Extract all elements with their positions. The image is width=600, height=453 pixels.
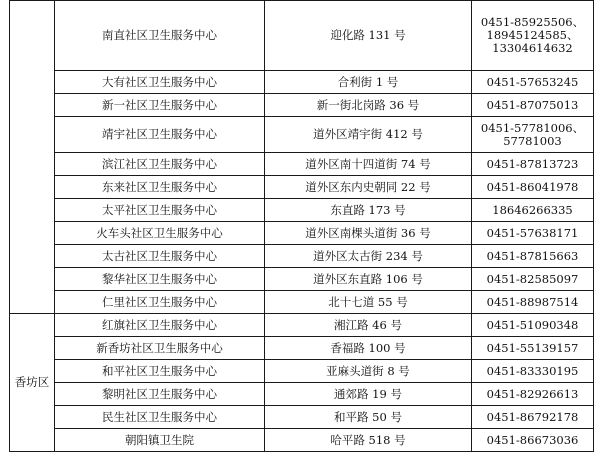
phone-number: 18646266335 bbox=[492, 202, 573, 217]
clinic-phone-cell bbox=[472, 406, 594, 429]
table-row bbox=[10, 1, 594, 71]
clinic-phone-cell bbox=[472, 360, 594, 383]
phone-number: 0451-86673036 bbox=[486, 432, 579, 447]
phone-number: 0451-87075013 bbox=[486, 97, 579, 112]
clinic-address-cell: 道外区靖宇街 412 号 bbox=[265, 117, 472, 153]
clinic-directory-table bbox=[9, 0, 594, 452]
clinic-address-cell: 道外区南十四道街 74 号 bbox=[265, 153, 472, 176]
phone-number: 0451-85925506、 bbox=[480, 15, 585, 29]
clinic-address-cell: 湘江路 46 号 bbox=[265, 314, 472, 337]
clinic-name-cell: 新香坊社区卫生服务中心 bbox=[55, 337, 265, 360]
phone-number: 0451-86041978 bbox=[486, 179, 579, 194]
table-row bbox=[10, 176, 594, 199]
phone-number: 0451-57653245 bbox=[486, 74, 579, 89]
table-row bbox=[10, 94, 594, 117]
clinic-name-cell: 仁里社区卫生服务中心 bbox=[55, 291, 265, 314]
district-cell: 香坊区 bbox=[10, 314, 55, 452]
clinic-phone-cell bbox=[472, 222, 594, 245]
clinic-name-cell: 红旗社区卫生服务中心 bbox=[55, 314, 265, 337]
clinic-name-cell: 大有社区卫生服务中心 bbox=[55, 71, 265, 94]
table-row bbox=[10, 406, 594, 429]
clinic-address-cell: 和平路 50 号 bbox=[265, 406, 472, 429]
table-row bbox=[10, 429, 594, 452]
phone-number: 0451-51090348 bbox=[486, 317, 579, 332]
phone-number: 0451-86792178 bbox=[486, 409, 579, 424]
clinic-name-cell: 东来社区卫生服务中心 bbox=[55, 176, 265, 199]
clinic-phone-cell bbox=[472, 117, 594, 153]
clinic-phone-cell bbox=[472, 429, 594, 452]
clinic-address-cell: 哈平路 518 号 bbox=[265, 429, 472, 452]
phone-number: 0451-87815663 bbox=[486, 248, 579, 263]
clinic-phone-cell bbox=[472, 153, 594, 176]
phone-number: 0451-87813723 bbox=[486, 156, 579, 171]
clinic-name-cell: 靖宇社区卫生服务中心 bbox=[55, 117, 265, 153]
clinic-name-cell: 民生社区卫生服务中心 bbox=[55, 406, 265, 429]
table-row bbox=[10, 337, 594, 360]
clinic-phone-cell bbox=[472, 71, 594, 94]
clinic-address-cell: 道外区东直路 106 号 bbox=[265, 268, 472, 291]
clinic-address-cell: 东直路 173 号 bbox=[265, 199, 472, 222]
table-row bbox=[10, 117, 594, 153]
phone-number: 0451-55139157 bbox=[486, 340, 579, 355]
clinic-address-cell: 合利街 1 号 bbox=[265, 71, 472, 94]
phone-number: 0451-88987514 bbox=[486, 294, 579, 309]
clinic-address-cell: 新一街北岗路 36 号 bbox=[265, 94, 472, 117]
clinic-phone-cell bbox=[472, 176, 594, 199]
phone-number: 0451-82926613 bbox=[486, 386, 579, 401]
table-row bbox=[10, 222, 594, 245]
clinic-name-cell: 朝阳镇卫生院 bbox=[55, 429, 265, 452]
clinic-address-cell: 道外区太古街 234 号 bbox=[265, 245, 472, 268]
clinic-address-cell: 北十七道 55 号 bbox=[265, 291, 472, 314]
clinic-phone-cell bbox=[472, 199, 594, 222]
clinic-address-cell: 通郊路 19 号 bbox=[265, 383, 472, 406]
clinic-address-cell: 迎化路 131 号 bbox=[265, 1, 472, 71]
phone-number: 0451-83330195 bbox=[486, 363, 579, 378]
table-row bbox=[10, 199, 594, 222]
table-row bbox=[10, 360, 594, 383]
clinic-phone-cell bbox=[472, 383, 594, 406]
clinic-name-cell: 黎华社区卫生服务中心 bbox=[55, 268, 265, 291]
clinic-address-cell: 香福路 100 号 bbox=[265, 337, 472, 360]
clinic-phone-cell bbox=[472, 94, 594, 117]
table-body bbox=[10, 1, 594, 452]
clinic-address-cell: 道外区南棵头道街 36 号 bbox=[265, 222, 472, 245]
clinic-name-cell: 火车头社区卫生服务中心 bbox=[55, 222, 265, 245]
clinic-name-cell: 黎明社区卫生服务中心 bbox=[55, 383, 265, 406]
clinic-name-cell: 和平社区卫生服务中心 bbox=[55, 360, 265, 383]
clinic-address-cell: 道外区东内史朝同 22 号 bbox=[265, 176, 472, 199]
table-row bbox=[10, 71, 594, 94]
table-row bbox=[10, 153, 594, 176]
clinic-name-cell: 太古社区卫生服务中心 bbox=[55, 245, 265, 268]
phone-number: 57781003 bbox=[503, 133, 562, 148]
district-cell bbox=[10, 1, 55, 314]
phone-number: 0451-57781006、 bbox=[480, 120, 585, 135]
clinic-name-cell: 滨江社区卫生服务中心 bbox=[55, 153, 265, 176]
phone-number: 13304614632 bbox=[492, 41, 573, 55]
phone-number: 0451-82585097 bbox=[486, 271, 579, 286]
clinic-phone-cell bbox=[472, 337, 594, 360]
clinic-phone-cell bbox=[472, 291, 594, 314]
clinic-phone-cell bbox=[472, 245, 594, 268]
clinic-address-cell: 亚麻头道街 8 号 bbox=[265, 360, 472, 383]
table-row bbox=[10, 245, 594, 268]
clinic-phone-cell bbox=[472, 314, 594, 337]
phone-number: 18945124585、 bbox=[486, 28, 579, 42]
table-row bbox=[10, 383, 594, 406]
clinic-name-cell: 太平社区卫生服务中心 bbox=[55, 199, 265, 222]
table-row bbox=[10, 291, 594, 314]
phone-number: 0451-57638171 bbox=[486, 225, 579, 240]
clinic-name-cell: 新一社区卫生服务中心 bbox=[55, 94, 265, 117]
table-row bbox=[10, 314, 594, 337]
table-row bbox=[10, 268, 594, 291]
clinic-phone-cell bbox=[472, 268, 594, 291]
clinic-phone-cell bbox=[472, 1, 594, 71]
clinic-name-cell: 南直社区卫生服务中心 bbox=[55, 1, 265, 71]
